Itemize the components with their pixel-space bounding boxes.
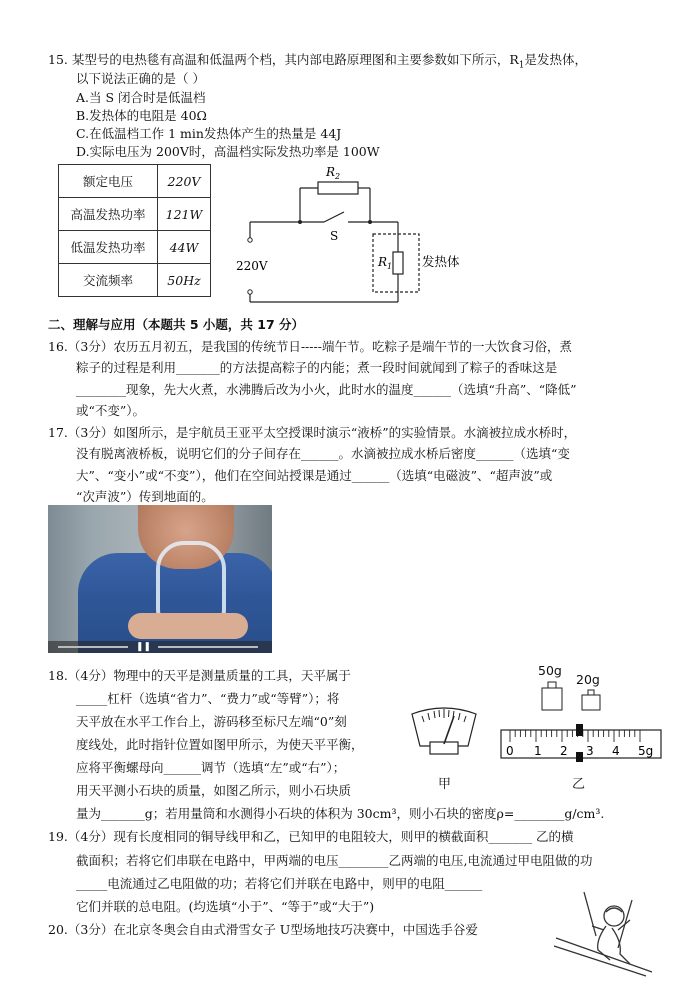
q17-line1: 17.（3分）如图所示，是宇航员王亚平太空授课时演示“液桥”的实验情景。水滴被拉成水桥时， xyxy=(48,425,577,440)
pause-icon: ❚❚ xyxy=(136,642,152,652)
rider-top xyxy=(576,724,583,736)
q19-line2: 截面积；若将它们串联在电路中，甲两端的电压________乙两端的电压,电流通过甲电阻做的功 xyxy=(76,853,593,868)
terminal-bottom xyxy=(248,290,252,294)
label-r1: $R_1$ xyxy=(378,255,393,271)
q18-line6: 用天平测小石块的质量，如图乙所示，则小石块质 xyxy=(76,783,352,798)
q19-line1: 19.（4分）现有长度相同的铜导线甲和乙，已知甲的电阻较大，则甲的横截面积_______ 乙的横 xyxy=(48,829,574,844)
q16-line1: 16.（3分）农历五月初五，是我国的传统节日-----端午节。吃粽子是端午节的一大饮食习俗，煮 xyxy=(48,339,572,354)
param-value: 121W xyxy=(158,198,211,231)
rider-scale-figure xyxy=(500,722,662,766)
q18-line1: 18.（4分）物理中的天平是测量质量的工具，天平属于 xyxy=(48,668,351,683)
param-value: 220V xyxy=(158,165,211,198)
ruler-label: 5g xyxy=(638,744,654,758)
table-row xyxy=(59,165,211,198)
params-table xyxy=(58,164,211,297)
fig-label-jia: 甲 xyxy=(438,777,452,792)
param-label: 高温发热功率 xyxy=(59,198,158,231)
weights-icon xyxy=(536,680,616,716)
param-label: 交流频率 xyxy=(59,264,158,297)
table-row xyxy=(59,264,211,297)
q16-line3: ________现象，先大火煮，水沸腾后改为小火，此时水的温度______（选填“升高”、“降低” xyxy=(76,382,577,397)
switch-blade xyxy=(324,212,344,222)
section-title: 二、理解与应用（本题共 5 小题，共 17 分） xyxy=(48,317,305,332)
label-r2: $R_2$ xyxy=(326,165,341,181)
q16-line2: 粽子的过程是利用_______的方法提高粽子的内能；煮一段时间就闻到了粽子的香味这是 xyxy=(76,360,558,375)
q18-line5: 应将平衡螺母向______调节（选填“左”或“右”）； xyxy=(76,760,346,775)
skier-icon xyxy=(548,890,668,978)
liquid-bridge-photo xyxy=(48,505,272,653)
weight-20g-label: 20g xyxy=(576,672,600,687)
junction-left xyxy=(298,220,302,224)
q18-line7: 量为_______g；若用量筒和水测得小石块的体积为 30cm³，则小石块的密度ρ=________g/cm³. xyxy=(76,806,605,821)
param-value: 44W xyxy=(158,231,211,264)
q19-line3: _____电流通过乙电阻做的功；若将它们并联在电路中，则甲的电阻______ xyxy=(76,876,483,891)
param-label: 额定电压 xyxy=(59,165,158,198)
label-switch: S xyxy=(330,229,339,243)
q15-stem-line2: 以下说法正确的是（ ） xyxy=(76,71,205,86)
circuit-diagram xyxy=(230,160,490,310)
q16-line4: 或“不变”）。 xyxy=(76,403,146,418)
ruler-label: 1 xyxy=(534,744,542,758)
q20-line1: 20.（3分）在北京冬奥会自由式滑雪女子 U型场地技巧决赛中，中国选手谷爱 xyxy=(48,922,478,937)
table-row xyxy=(59,231,211,264)
q18-line2: _____杠杆（选填“省力”、“费力”或“等臂”）；将 xyxy=(76,691,340,706)
label-voltage: 220V xyxy=(236,259,268,273)
astronaut-hands xyxy=(128,613,248,639)
resistor-r1 xyxy=(393,252,403,274)
ruler-label: 2 xyxy=(560,744,568,758)
fig-label-yi: 乙 xyxy=(572,777,586,792)
q15-option-d: D.实际电压为 200V时，高温档实际发热功率是 100W xyxy=(76,144,380,159)
ruler-label: 3 xyxy=(586,744,594,758)
q15-stem-line1: 15. 某型号的电热毯有高温和低温两个档，其内部电路原理图和主要参数如下所示，$R_1$是发热体， xyxy=(48,52,588,71)
video-controls xyxy=(48,641,272,653)
q18-line3: 天平放在水平工作台上，游码移至标尺左端“0”刻 xyxy=(76,714,347,729)
q15-option-a: A.当 S 闭合时是低温档 xyxy=(76,90,206,105)
junction-right xyxy=(368,220,372,224)
label-heater: 发热体 xyxy=(422,254,460,269)
param-label: 低温发热功率 xyxy=(59,231,158,264)
resistor-r2 xyxy=(318,182,358,194)
terminal-top xyxy=(248,238,252,242)
progress-track xyxy=(58,646,128,648)
q15-option-b: B.发热体的电阻是 40Ω xyxy=(76,108,207,123)
q18-line4: 度线处，此时指针位置如图甲所示，为使天平平衡， xyxy=(76,737,364,752)
q17-line4: “次声波”）传到地面的。 xyxy=(76,489,214,504)
ruler-label: 0 xyxy=(506,744,514,758)
q17-line2: 没有脱离液桥板，说明它们的分子间存在______。水滴被拉成水桥后密度______（选填“变 xyxy=(76,446,570,461)
volume-track xyxy=(158,646,258,648)
weight-50g-label: 50g xyxy=(538,663,562,678)
balance-dial-figure xyxy=(404,700,484,760)
table-row xyxy=(59,198,211,231)
q17-line3: 大”、“变小”或“不变”），他们在空间站授课是通过______（选填“电磁波”、“超声波”或 xyxy=(76,468,553,483)
q15-option-c: C.在低温档工作 1 min发热体产生的热量是 44J xyxy=(76,126,342,141)
param-value: 50Hz xyxy=(158,264,211,297)
q19-line4: 它们并联的总电阻。(均选填“小于”、“等于”或“大于”) xyxy=(76,899,375,914)
ruler-label: 4 xyxy=(612,744,620,758)
rider-bottom xyxy=(576,752,583,762)
